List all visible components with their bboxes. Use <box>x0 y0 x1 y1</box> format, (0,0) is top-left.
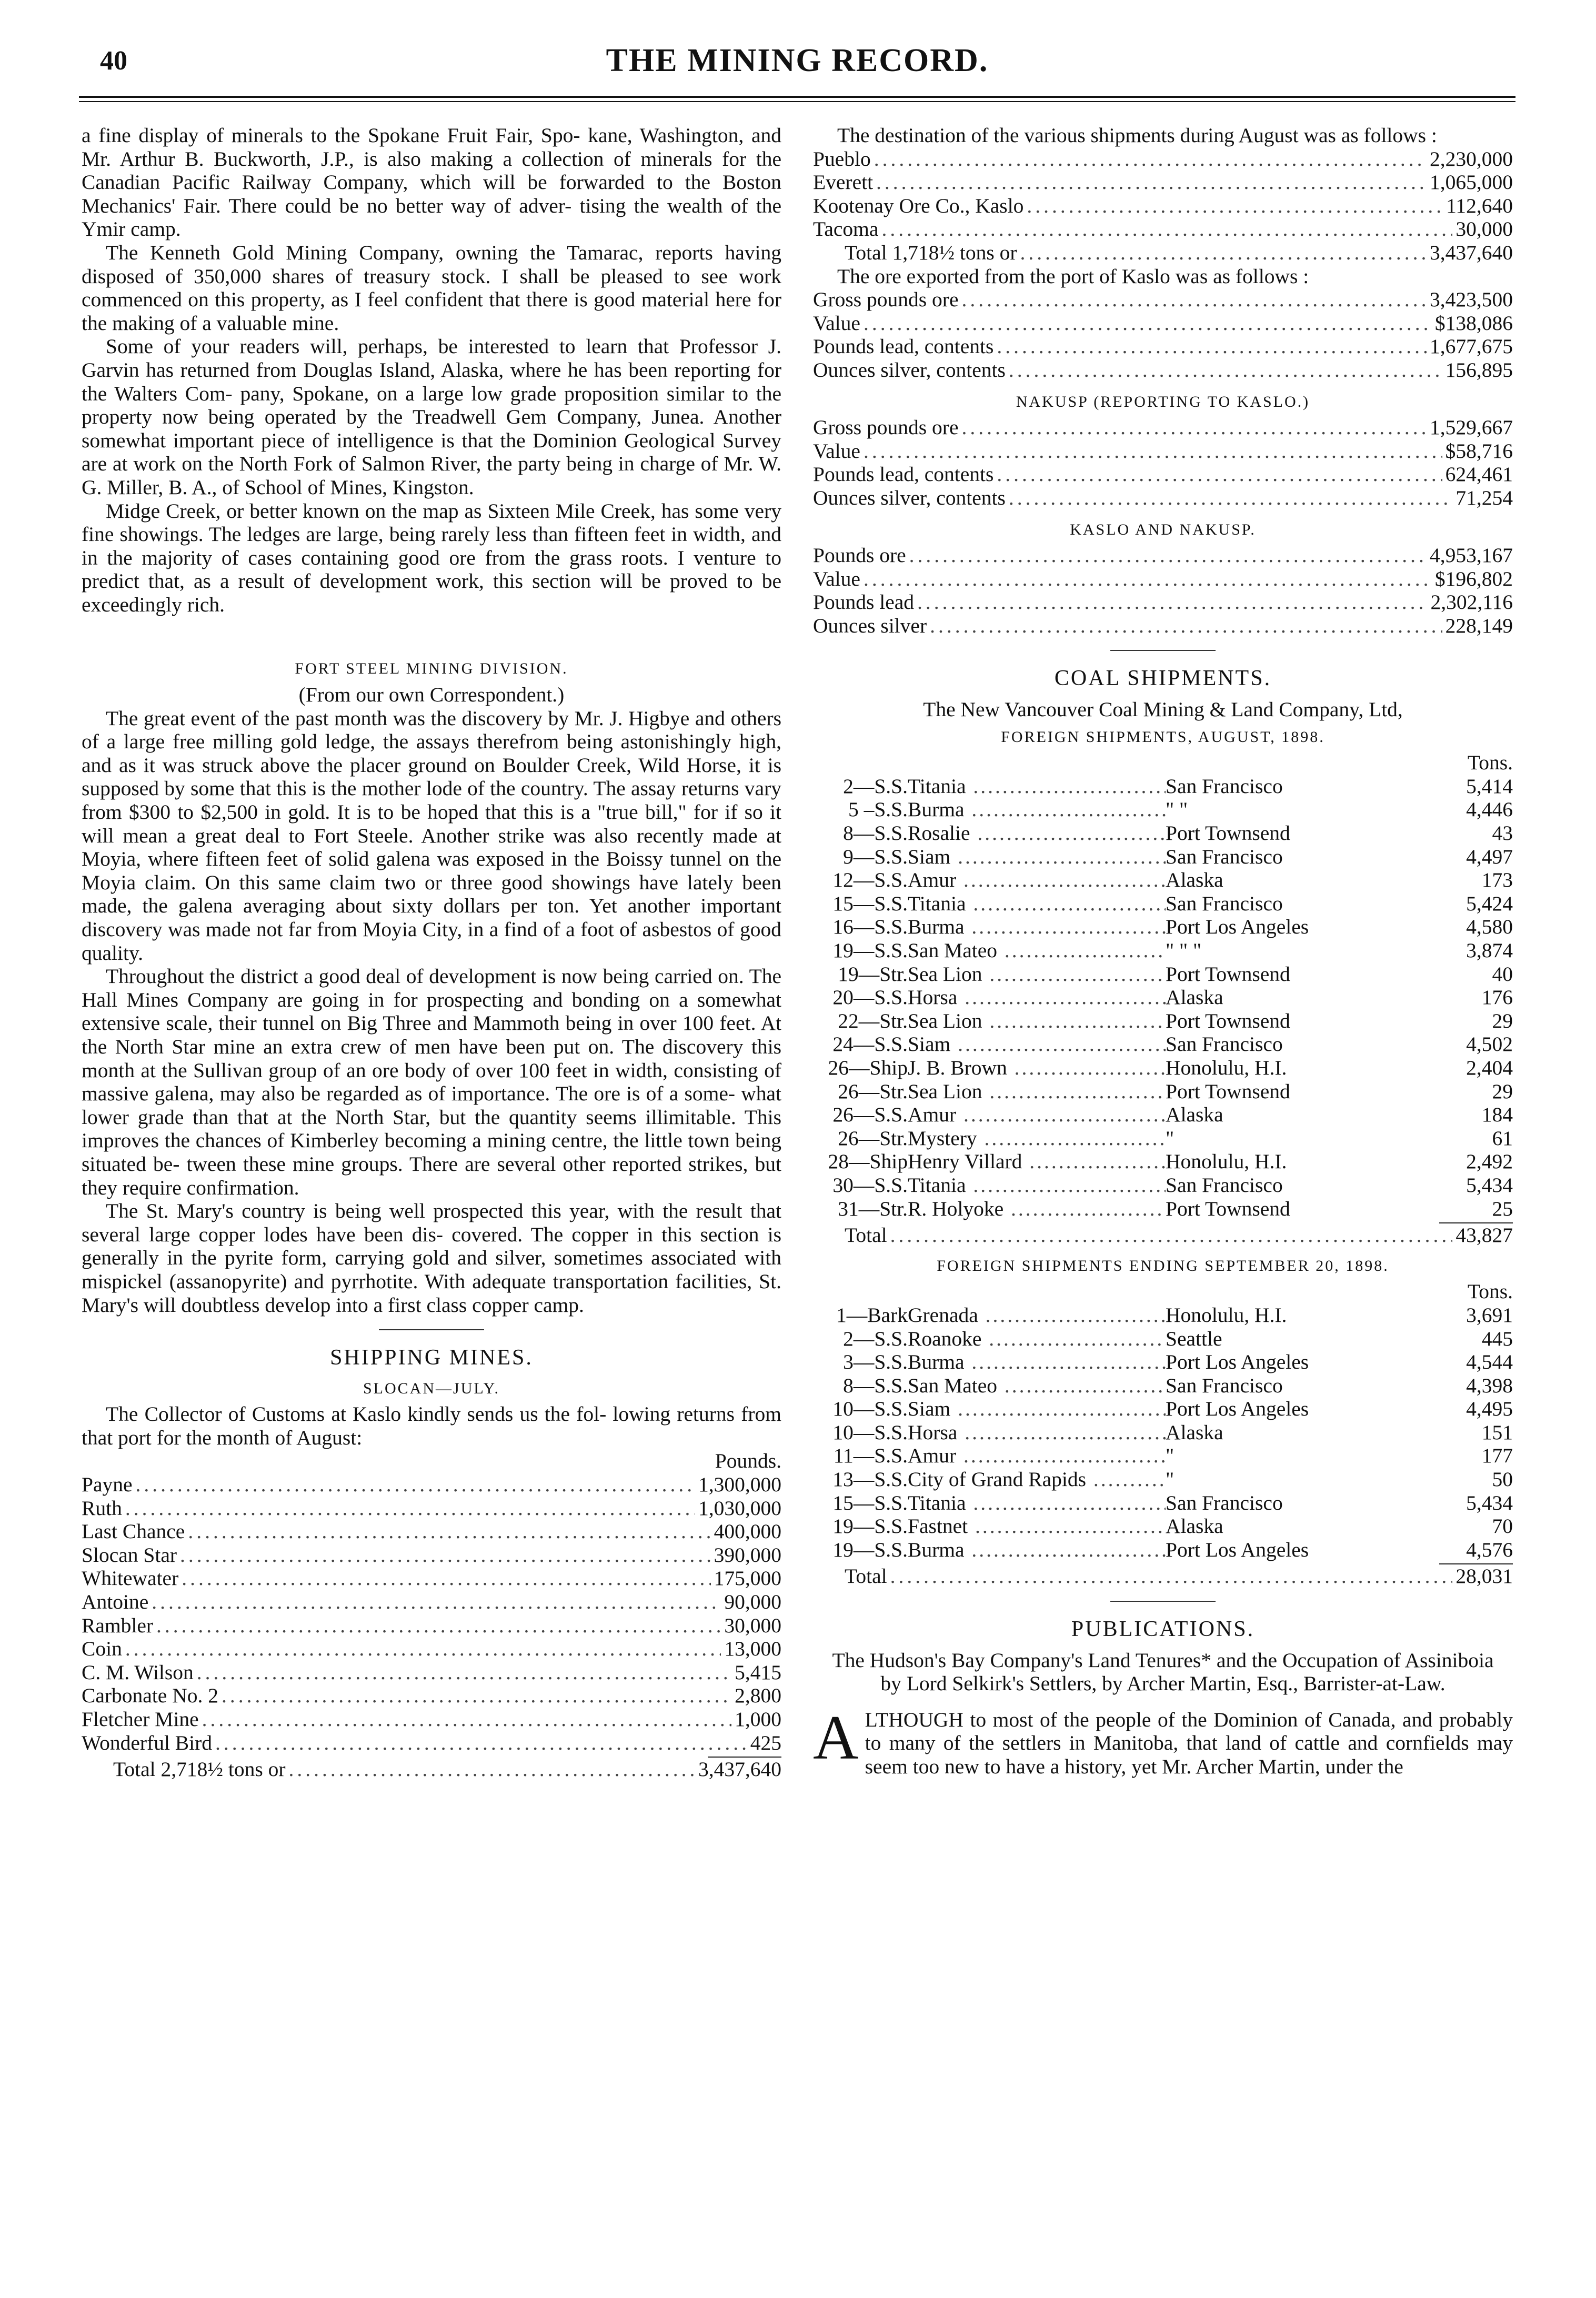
shipment-tons: 5,434 <box>1466 1491 1513 1514</box>
shipment-destination: Alaska <box>1166 1103 1223 1127</box>
divider <box>1110 1601 1216 1602</box>
shipment-row <box>813 1538 1513 1562</box>
shipment-vessel: Siam ..... <box>908 1032 1166 1056</box>
shipment-tons: 29 <box>1492 1009 1513 1032</box>
shipment-destination: Alaska <box>1166 1420 1223 1444</box>
row-value: 3,423,500 <box>1430 288 1513 312</box>
row-label: Pounds lead, contents <box>813 463 994 486</box>
section-title: COAL SHIPMENTS. <box>1054 666 1272 691</box>
paragraph: Throughout the district a good deal of development is now being carried on. The Hall Mines Company are going in for prospecting and bonding on a somewhat extensive scale, their tunnel on Big Three and Mammoth being in over 100 feet. At the North Star mine an extra crew of men have been put on. The discovery this month at the Sullivan group of an ore body of over 100 feet in width, consisting of massive galena, may also be regarded as of importance. The ore is of a some- what lower grade than that at the North Star, but the quantity seems illimitable. This improves the chances of Kimberley becoming a mining centre, the little town being situated be- tween these mine groups. There are several other reported strikes, but they require confirmation. <box>82 965 781 1199</box>
shipment-tons: 43 <box>1492 821 1513 845</box>
row-value: 156,895 <box>1445 358 1513 382</box>
row-value: $138,086 <box>1434 311 1513 335</box>
shipment-vessel: Amur ..... <box>908 1444 1166 1468</box>
shipment-destination: Port Townsend <box>1166 1197 1290 1220</box>
shipment-vessel: Rosalie ..... <box>908 821 1166 845</box>
row-value: 1,065,000 <box>1430 170 1513 194</box>
nakusp-table <box>813 416 1513 509</box>
row-value: 5,415 <box>735 1660 781 1684</box>
shipment-destination: San Francisco <box>1166 1491 1283 1514</box>
shipment-tons: 4,576 <box>1466 1538 1513 1561</box>
row-label: Tacoma <box>813 217 879 241</box>
row-label: Carbonate No. 2 <box>82 1684 218 1708</box>
shipment-row <box>813 845 1513 869</box>
shipment-vessel: Burma ..... <box>908 1538 1166 1562</box>
row-label: Kootenay Ore Co., Kaslo <box>813 194 1024 217</box>
shipment-row <box>813 892 1513 916</box>
table-row <box>813 358 1513 382</box>
row-label: Ounces silver, contents <box>813 358 1006 382</box>
table-row <box>82 1590 781 1614</box>
shipment-vessel: Sea Lion ..... <box>908 962 1166 986</box>
section-subheading: (From our own Correspondent.) <box>298 683 565 707</box>
divider <box>379 1329 484 1330</box>
shipment-destination: Port Townsend <box>1166 821 1290 845</box>
shipment-vessel: San Mateo ..... <box>908 939 1166 962</box>
table-row <box>82 1520 781 1543</box>
shipment-destination: " <box>1166 1126 1175 1150</box>
left-column <box>82 124 781 1781</box>
paragraph: The Kenneth Gold Mining Company, owning the Tamarac, reports having disposed of 350,000 shares of treasury stock. I shall be pleased to see work commenced on this property, as I feel confident that there is good material here for the making of a valuable mine. <box>82 240 781 335</box>
shipment-date: 26—Ship <box>828 1056 908 1079</box>
unit-label: Tons. <box>1467 1280 1513 1303</box>
shipment-vessel: R. Holyoke ..... <box>908 1197 1166 1221</box>
table-row <box>813 147 1513 171</box>
shipment-row <box>813 1032 1513 1056</box>
shipment-row <box>813 1009 1513 1033</box>
shipment-destination: Port Townsend <box>1166 1079 1290 1103</box>
shipment-tons: 4,446 <box>1466 798 1513 821</box>
shipment-destination: Port Los Angeles <box>1166 1397 1309 1421</box>
shipment-row <box>813 1397 1513 1421</box>
section-subheading: SLOCAN—JULY. <box>363 1379 500 1397</box>
shipment-tons: 173 <box>1481 868 1513 892</box>
row-label: Gross pounds ore <box>813 416 959 439</box>
shipment-vessel: Sea Lion ..... <box>908 1080 1166 1103</box>
shipment-date: 26—S.S. <box>832 1103 908 1127</box>
shipment-tons: 4,495 <box>1466 1397 1513 1421</box>
row-value: 13,000 <box>724 1637 781 1661</box>
shipment-destination: Honolulu, H.I. <box>1166 1303 1287 1327</box>
shipment-vessel: Titania ..... <box>908 775 1166 798</box>
row-value: 30,000 <box>724 1613 781 1637</box>
running-title: THE MINING RECORD. <box>606 43 989 78</box>
row-label: Payne <box>82 1473 133 1497</box>
publication-text: LTHOUGH to most of the people of the Dominion of Canada, and probably to many of the settlers in Manitoba, that land of cattle and cornfields may seem too new to have a history, yet Mr. Archer Martin, under the <box>865 1708 1513 1778</box>
table-row <box>813 217 1513 241</box>
august-shipments-table <box>813 775 1513 1220</box>
shipment-vessel: Grenada ..... <box>908 1303 1166 1327</box>
drop-cap: A <box>813 1702 859 1772</box>
row-value: 1,000 <box>735 1708 781 1731</box>
shipment-row <box>813 1127 1513 1150</box>
shipment-destination: Alaska <box>1166 1514 1223 1538</box>
shipment-tons: 2,404 <box>1466 1056 1513 1079</box>
page-header <box>79 42 1515 89</box>
row-value: 112,640 <box>1446 194 1513 217</box>
row-label: Ounces silver, contents <box>813 486 1006 509</box>
shipment-destination: San Francisco <box>1166 891 1283 915</box>
paragraph: The St. Mary's country is being well prospected this year, with the result that several large copper lodes have been dis- covered. The copper in this section is generally in the pyrite form, carrying gold and silver, sometimes associated with mispickel (assanopyrite) and pyrrhotite. With adequate transportation facilities, St. Mary's will doubtless develop into a first class copper camp. <box>82 1199 781 1317</box>
table-row <box>82 1731 781 1755</box>
shipment-row <box>813 1468 1513 1491</box>
row-value: 1,529,667 <box>1430 416 1513 439</box>
table-row <box>813 335 1513 358</box>
paragraph: The destination of the various shipments during August was as follows : <box>837 124 1437 147</box>
shipment-date: 15—S.S. <box>832 1491 908 1514</box>
table-row <box>813 463 1513 486</box>
shipment-destination: Port Townsend <box>1166 1009 1290 1032</box>
section-heading: NAKUSP (REPORTING TO KASLO.) <box>1016 393 1310 410</box>
row-label: Pounds ore <box>813 544 906 567</box>
section-title: PUBLICATIONS. <box>1071 1617 1255 1642</box>
kaslo-nakusp-table <box>813 544 1513 637</box>
section-heading: FORT STEEL MINING DIVISION. <box>295 660 568 678</box>
shipment-row <box>813 775 1513 798</box>
shipment-tons: 4,580 <box>1466 915 1513 939</box>
paragraph: a fine display of minerals to the Spokane Fruit Fair, Spo- kane, Washington, and Mr. Arthur B. Buckworth, J.P., is also making a collection of minerals for the Canadian Pacific Railway Company, which will be forwarded to the Boston Mechanics' Fair. There could be no better way of adver- tising the wealth of the Ymir camp. <box>82 124 781 241</box>
row-label: Fletcher Mine <box>82 1708 199 1731</box>
shipment-row <box>813 1080 1513 1103</box>
table-row <box>82 1497 781 1520</box>
shipment-vessel: City of Grand Rapids ..... <box>908 1468 1166 1491</box>
shipment-destination: Port Los Angeles <box>1166 915 1309 939</box>
section-heading: FOREIGN SHIPMENTS, AUGUST, 1898. <box>1001 728 1325 746</box>
shipment-destination: " " " <box>1166 939 1202 962</box>
shipment-date: 8—S.S. <box>843 1373 908 1397</box>
table-row <box>813 614 1513 638</box>
row-value: 390,000 <box>714 1543 781 1567</box>
shipment-tons: 4,497 <box>1466 845 1513 868</box>
shipment-row <box>813 1327 1513 1351</box>
row-value: 2,230,000 <box>1430 147 1513 170</box>
shipment-row <box>813 915 1513 939</box>
shipment-vessel: Titania ..... <box>908 1491 1166 1515</box>
total-value: 3,437,640 <box>1430 240 1513 264</box>
table-row <box>813 486 1513 510</box>
total-label: Total <box>845 1223 887 1247</box>
table-row <box>813 312 1513 335</box>
shipment-date: 1—Bark <box>836 1303 908 1327</box>
shipment-vessel: Burma ..... <box>908 798 1166 821</box>
shipment-date: 11—S.S. <box>833 1444 908 1468</box>
row-value: 90,000 <box>724 1590 781 1614</box>
table-row <box>813 439 1513 463</box>
shipment-destination: " <box>1166 1468 1175 1491</box>
shipment-row <box>813 821 1513 845</box>
shipment-vessel: Burma ..... <box>908 1350 1166 1374</box>
row-value: 1,677,675 <box>1430 335 1513 358</box>
paragraph: Some of your readers will, perhaps, be interested to learn that Professor J. Garvin has returned from Douglas Island, Alaska, where he has been reporting for the Walters Com- pany, Spokane, on a large low grade proposition similar to the property now being operated by the Treadwell Gem Company, Junea. Another somewhat important piece of intelligence is that the Dominion Geological Survey are at work on the North Fork of Salmon River, the party being in charge of Mr. W. G. Miller, B. A., of School of Mines, Kingston. <box>82 335 781 499</box>
shipping-table <box>82 1473 781 1754</box>
shipment-row <box>813 1374 1513 1398</box>
section-title: SHIPPING MINES. <box>330 1346 533 1370</box>
row-value: $196,802 <box>1434 567 1513 590</box>
row-label: Whitewater <box>82 1567 179 1590</box>
shipment-tons: 29 <box>1492 1079 1513 1103</box>
row-label: Value <box>813 567 860 590</box>
shipment-vessel: J. B. Brown ..... <box>908 1056 1166 1080</box>
shipment-row <box>813 1197 1513 1221</box>
shipment-date: 19—Str. <box>838 962 908 986</box>
shipment-vessel: Titania ..... <box>908 892 1166 916</box>
row-value: 1,300,000 <box>698 1473 781 1497</box>
shipment-vessel: Sea Lion ..... <box>908 1009 1166 1033</box>
shipment-tons: 4,544 <box>1466 1350 1513 1374</box>
row-label: Wonderful Bird <box>82 1731 213 1754</box>
shipment-row <box>813 1444 1513 1468</box>
unit-label: Tons. <box>1467 751 1513 775</box>
row-value: 1,030,000 <box>698 1496 781 1520</box>
shipment-tons: 25 <box>1492 1197 1513 1220</box>
row-label: Value <box>813 439 860 463</box>
shipment-row <box>813 1514 1513 1538</box>
row-value: $58,716 <box>1445 439 1513 463</box>
paragraph: The ore exported from the port of Kaslo was as follows : <box>837 264 1309 288</box>
table-row <box>82 1661 781 1684</box>
header-rule-thin <box>79 101 1515 102</box>
row-label: Pueblo <box>813 147 871 170</box>
shipment-row <box>813 1056 1513 1080</box>
unit-label: Pounds. <box>715 1449 781 1473</box>
paragraph: The great event of the past month was the discovery by Mr. J. Higbye and others of a large free milling gold ledge, the assays therefrom being astonishingly high, and as it was struck above the placer ground on Boulder Creek, Wild Horse, it is supposed by some that this is the mother lode of the country. The assay returns vary from $300 to $2,500 in gold. It is to be hoped that this is a "true bill," for if so it will mean a great deal to Fort Steele. Another strike was also recently made at Moyia, where fifteen feet of solid galena was exposed in the Boissy tunnel on the Moyia claim. On this same claim two or three good showings have lately been made, the galena averaging about sixty dollars per ton. Yet another important discovery was made not far from Moyia City, in a find of a foot of asbestos of good quality. <box>82 706 781 965</box>
shipment-date: 30—S.S. <box>832 1173 908 1197</box>
shipment-row <box>813 962 1513 986</box>
shipment-destination: Alaska <box>1166 986 1223 1009</box>
shipment-destination: San Francisco <box>1166 1173 1283 1197</box>
row-value: 228,149 <box>1445 614 1513 637</box>
shipment-date: 28—Ship <box>828 1150 908 1173</box>
total-row <box>813 241 1513 265</box>
table-row <box>82 1708 781 1731</box>
total-row <box>813 1223 1513 1247</box>
shipment-row <box>813 1303 1513 1327</box>
company-line: The New Vancouver Coal Mining & Land Company, Ltd, <box>923 698 1403 721</box>
total-label: Total <box>845 1564 887 1588</box>
shipment-vessel: Roanoke ..... <box>908 1327 1166 1351</box>
shipment-vessel: Horsa ..... <box>908 1421 1166 1444</box>
table-row <box>82 1567 781 1590</box>
row-value: 2,302,116 <box>1430 590 1513 614</box>
shipment-destination: San Francisco <box>1166 845 1283 868</box>
row-label: Ounces silver <box>813 614 927 637</box>
row-label: Gross pounds ore <box>813 288 959 312</box>
shipment-destination: Port Los Angeles <box>1166 1538 1309 1561</box>
shipment-date: 3—S.S. <box>843 1350 908 1374</box>
table-row <box>82 1543 781 1567</box>
shipment-date: 26—Str. <box>838 1079 908 1103</box>
shipment-vessel: Amur ..... <box>908 1103 1166 1127</box>
shipment-date: 16—S.S. <box>832 915 908 939</box>
shipment-date: 24—S.S. <box>832 1032 908 1056</box>
shipment-destination: " <box>1166 1444 1175 1468</box>
shipment-vessel: Horsa ..... <box>908 986 1166 1009</box>
destination-table <box>813 147 1513 241</box>
shipment-vessel: Titania ..... <box>908 1173 1166 1197</box>
shipment-date: 31—Str. <box>838 1197 908 1220</box>
shipment-tons: 3,691 <box>1466 1303 1513 1327</box>
shipment-row <box>813 939 1513 962</box>
divider <box>1110 650 1216 651</box>
shipment-tons: 61 <box>1492 1126 1513 1150</box>
shipment-row <box>813 1491 1513 1515</box>
shipment-tons: 4,398 <box>1466 1373 1513 1397</box>
shipment-destination: San Francisco <box>1166 774 1283 798</box>
paragraph <box>813 1702 1513 1779</box>
shipment-vessel: Amur ..... <box>908 868 1166 892</box>
shipment-date: 10—S.S. <box>832 1420 908 1444</box>
total-value: 3,437,640 <box>698 1758 781 1781</box>
row-label: Last Chance <box>82 1520 185 1543</box>
shipment-row <box>813 798 1513 821</box>
row-label: Ruth <box>82 1496 122 1520</box>
right-column <box>813 124 1513 1779</box>
row-label: Slocan Star <box>82 1543 177 1567</box>
shipment-tons: 3,874 <box>1466 939 1513 962</box>
paragraph: Midge Creek, or better known on the map as Sixteen Mile Creek, has some very fine showings. The ledges are large, being rarely less than fifteen feet in width, and in the majority of cases containing good ore from the grass roots. I venture to predict that, as a result of development work, this section will be proved to be exceedingly rich. <box>82 499 781 616</box>
shipment-date: 9—S.S. <box>843 845 908 868</box>
paragraph: The Collector of Customs at Kaslo kindly sends us the fol- lowing returns from that port for the month of August: <box>82 1402 781 1449</box>
shipment-date: 15—S.S. <box>832 891 908 915</box>
row-value: 624,461 <box>1445 463 1513 486</box>
shipment-date: 12—S.S. <box>832 868 908 892</box>
table-row <box>813 170 1513 194</box>
table-row <box>813 416 1513 439</box>
row-value: 71,254 <box>1456 486 1513 509</box>
shipment-date: 2—S.S. <box>843 1327 908 1350</box>
table-row <box>813 567 1513 591</box>
row-label: Coin <box>82 1637 122 1661</box>
shipment-row <box>813 1350 1513 1374</box>
row-label: Everett <box>813 170 874 194</box>
section-heading: FOREIGN SHIPMENTS ENDING SEPTEMBER 20, 1898. <box>937 1257 1389 1275</box>
total-value: 28,031 <box>1456 1564 1513 1588</box>
shipment-tons: 445 <box>1481 1327 1513 1350</box>
table-row <box>813 590 1513 614</box>
kaslo-table <box>813 288 1513 382</box>
shipment-vessel: Mystery ..... <box>908 1127 1166 1150</box>
shipment-date: 19—S.S. <box>832 1538 908 1561</box>
row-value: 2,800 <box>735 1684 781 1708</box>
shipment-date: 19—S.S. <box>832 939 908 962</box>
shipment-tons: 151 <box>1481 1420 1513 1444</box>
row-value: 4,953,167 <box>1430 544 1513 567</box>
shipment-date: 10—S.S. <box>832 1397 908 1421</box>
shipment-row <box>813 1103 1513 1127</box>
shipment-tons: 5,424 <box>1466 891 1513 915</box>
table-row <box>82 1637 781 1661</box>
row-value: 425 <box>750 1731 781 1754</box>
page-number: 40 <box>100 46 127 76</box>
shipment-tons: 40 <box>1492 962 1513 986</box>
shipment-date: 8—S.S. <box>843 821 908 845</box>
shipment-tons: 184 <box>1481 1103 1513 1127</box>
shipment-destination: Alaska <box>1166 868 1223 892</box>
shipment-destination: San Francisco <box>1166 1373 1283 1397</box>
total-value: 43,827 <box>1456 1223 1513 1247</box>
shipment-tons: 4,502 <box>1466 1032 1513 1056</box>
row-label: Antoine <box>82 1590 149 1614</box>
shipment-tons: 50 <box>1492 1468 1513 1491</box>
shipment-vessel: Henry Villard ..... <box>908 1150 1166 1173</box>
row-label: C. M. Wilson <box>82 1660 194 1684</box>
shipment-date: 20—S.S. <box>832 986 908 1009</box>
shipment-date: 22—Str. <box>838 1009 908 1032</box>
shipment-row <box>813 1173 1513 1197</box>
table-row <box>813 288 1513 312</box>
shipment-destination: Port Townsend <box>1166 962 1290 986</box>
total-row <box>82 1758 781 1781</box>
shipment-date: 2—S.S. <box>843 774 908 798</box>
shipment-destination: Seattle <box>1166 1327 1222 1350</box>
section-heading: KASLO AND NAKUSP. <box>1070 520 1256 538</box>
publication-title: The Hudson's Bay Company's Land Tenures* and the Occupation of Assiniboia by Lord Selkirk's Settlers, by Archer Martin, Esq., Barrister-at-Law. <box>832 1648 1494 1695</box>
total-label: Total 2,718½ tons or <box>113 1758 286 1781</box>
shipment-row <box>813 986 1513 1009</box>
shipment-row <box>813 1421 1513 1444</box>
table-row <box>813 194 1513 218</box>
shipment-destination: Honolulu, H.I. <box>1166 1056 1287 1079</box>
shipment-date: 13—S.S. <box>832 1468 908 1491</box>
table-row <box>82 1614 781 1638</box>
table-row <box>813 544 1513 567</box>
shipment-row <box>813 1150 1513 1173</box>
shipment-tons: 70 <box>1492 1514 1513 1538</box>
row-value: 30,000 <box>1456 217 1513 241</box>
shipment-destination: " " <box>1166 798 1188 821</box>
shipment-tons: 177 <box>1481 1444 1513 1468</box>
shipment-date: 5 –S.S. <box>848 798 908 821</box>
shipment-vessel: Burma ..... <box>908 915 1166 939</box>
shipment-destination: Honolulu, H.I. <box>1166 1150 1287 1173</box>
september-shipments-table <box>813 1303 1513 1562</box>
shipment-date: 19—S.S. <box>832 1514 908 1538</box>
shipment-tons: 2,492 <box>1466 1150 1513 1173</box>
total-row <box>813 1564 1513 1588</box>
table-row <box>82 1473 781 1497</box>
shipment-row <box>813 868 1513 892</box>
header-rule <box>79 96 1515 98</box>
row-value: 175,000 <box>714 1567 781 1590</box>
shipment-vessel: Siam ..... <box>908 845 1166 869</box>
shipment-date: 26—Str. <box>838 1126 908 1150</box>
row-label: Rambler <box>82 1613 154 1637</box>
shipment-destination: San Francisco <box>1166 1032 1283 1056</box>
shipment-tons: 176 <box>1481 986 1513 1009</box>
row-value: 400,000 <box>714 1520 781 1543</box>
shipment-vessel: San Mateo ..... <box>908 1374 1166 1398</box>
shipment-vessel: Siam ..... <box>908 1397 1166 1421</box>
shipment-destination: Port Los Angeles <box>1166 1350 1309 1374</box>
shipment-tons: 5,434 <box>1466 1173 1513 1197</box>
table-row <box>82 1684 781 1708</box>
row-label: Value <box>813 311 860 335</box>
row-label: Pounds lead, contents <box>813 335 994 358</box>
total-label: Total 1,718½ tons or <box>845 240 1017 264</box>
shipment-vessel: Fastnet ..... <box>908 1514 1166 1538</box>
shipment-tons: 5,414 <box>1466 774 1513 798</box>
row-label: Pounds lead <box>813 590 915 614</box>
